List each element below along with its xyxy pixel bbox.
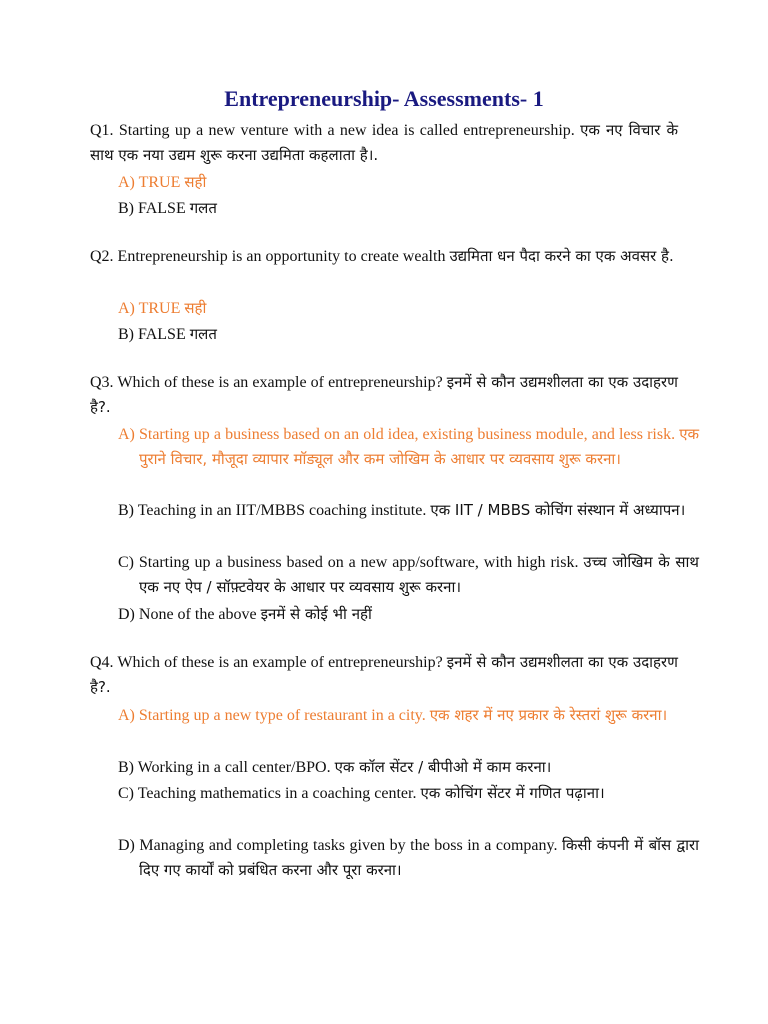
option-hindi: इनमें से कोई भी नहीं [260,605,372,623]
q4-option-a [118,703,699,728]
question-hindi: उद्यमिता धन पैदा करने का एक अवसर है. [449,247,674,265]
option-hindi: एक IIT / MBBS कोचिंग संस्थान में अध्यापन। [430,501,686,519]
option-text: D) Managing and completing tasks given by the boss in a company. [118,837,558,854]
option-text: D) None of the above [118,606,257,623]
q1-option-a [118,170,678,195]
option-text: A) TRUE [118,174,181,191]
q3-option-c [118,550,699,600]
question-text: Q3. Which of these is an example of entrepreneurship? [90,374,443,391]
question-1 [90,118,678,168]
q2-option-b [118,322,678,347]
q4-option-c [118,781,699,806]
option-hindi: गलत [189,199,217,217]
option-text: C) Starting up a business based on a new app/software, with high risk. [118,554,579,571]
q2-option-a [118,296,678,321]
q3-option-d [118,602,699,627]
question-text: Q4. Which of these is an example of entrepreneurship? [90,654,443,671]
option-hindi: उच्च जोखिम के साथ एक नए ऐप / सॉफ़्टवेयर के आधार पर व्यवसाय शुरू करना। [139,553,700,596]
option-hindi: सही [184,299,207,317]
question-2 [90,244,678,269]
option-hindi: एक कोचिंग सेंटर में गणित पढ़ाना। [420,784,605,802]
question-text: Q1. Starting up a new venture with a new idea is called entrepreneurship. [90,122,575,139]
question-hindi: एक नए विचार के साथ एक नया उद्यम शुरू करना उद्यमिता कहलाता है।. [90,121,679,164]
option-hindi: एक पुराने विचार, मौजूदा व्यापार मॉड्यूल और कम जोखिम के आधार पर व्यवसाय शुरू करना। [139,425,700,468]
q3-option-b [118,498,699,523]
option-text: A) TRUE [118,300,181,317]
page-title: Entrepreneurship- Assessments- 1 [224,86,544,111]
option-hindi: सही [184,173,207,191]
question-3 [90,370,678,420]
q3-option-a [118,422,699,472]
question-hindi: इनमें से कौन उद्यमशीलता का एक उदाहरण है?. [90,373,679,416]
option-text: A) Starting up a new type of restaurant in a city. [118,707,426,724]
option-hindi: किसी कंपनी में बॉस द्वारा दिए गए कार्यों को प्रबंधित करना और पूरा करना। [139,836,700,879]
option-text: B) Teaching in an IIT/MBBS coaching institute. [118,502,427,519]
option-text: B) FALSE [118,326,186,343]
q1-option-b [118,196,678,221]
question-hindi: इनमें से कौन उद्यमशीलता का एक उदाहरण है?. [90,653,679,696]
question-4 [90,650,678,700]
option-text: B) FALSE [118,200,186,217]
option-hindi: गलत [189,325,217,343]
q4-option-b [118,755,699,780]
question-text: Q2. Entrepreneurship is an opportunity to create wealth [90,248,446,265]
option-text: C) Teaching mathematics in a coaching center. [118,785,417,802]
option-text: B) Working in a call center/BPO. [118,759,331,776]
option-text: A) Starting up a business based on an old idea, existing business module, and less risk. [118,426,676,443]
q4-option-d [118,833,699,883]
option-hindi: एक कॉल सेंटर / बीपीओ में काम करना। [334,758,552,776]
option-hindi: एक शहर में नए प्रकार के रेस्तरां शुरू करना। [429,706,668,724]
